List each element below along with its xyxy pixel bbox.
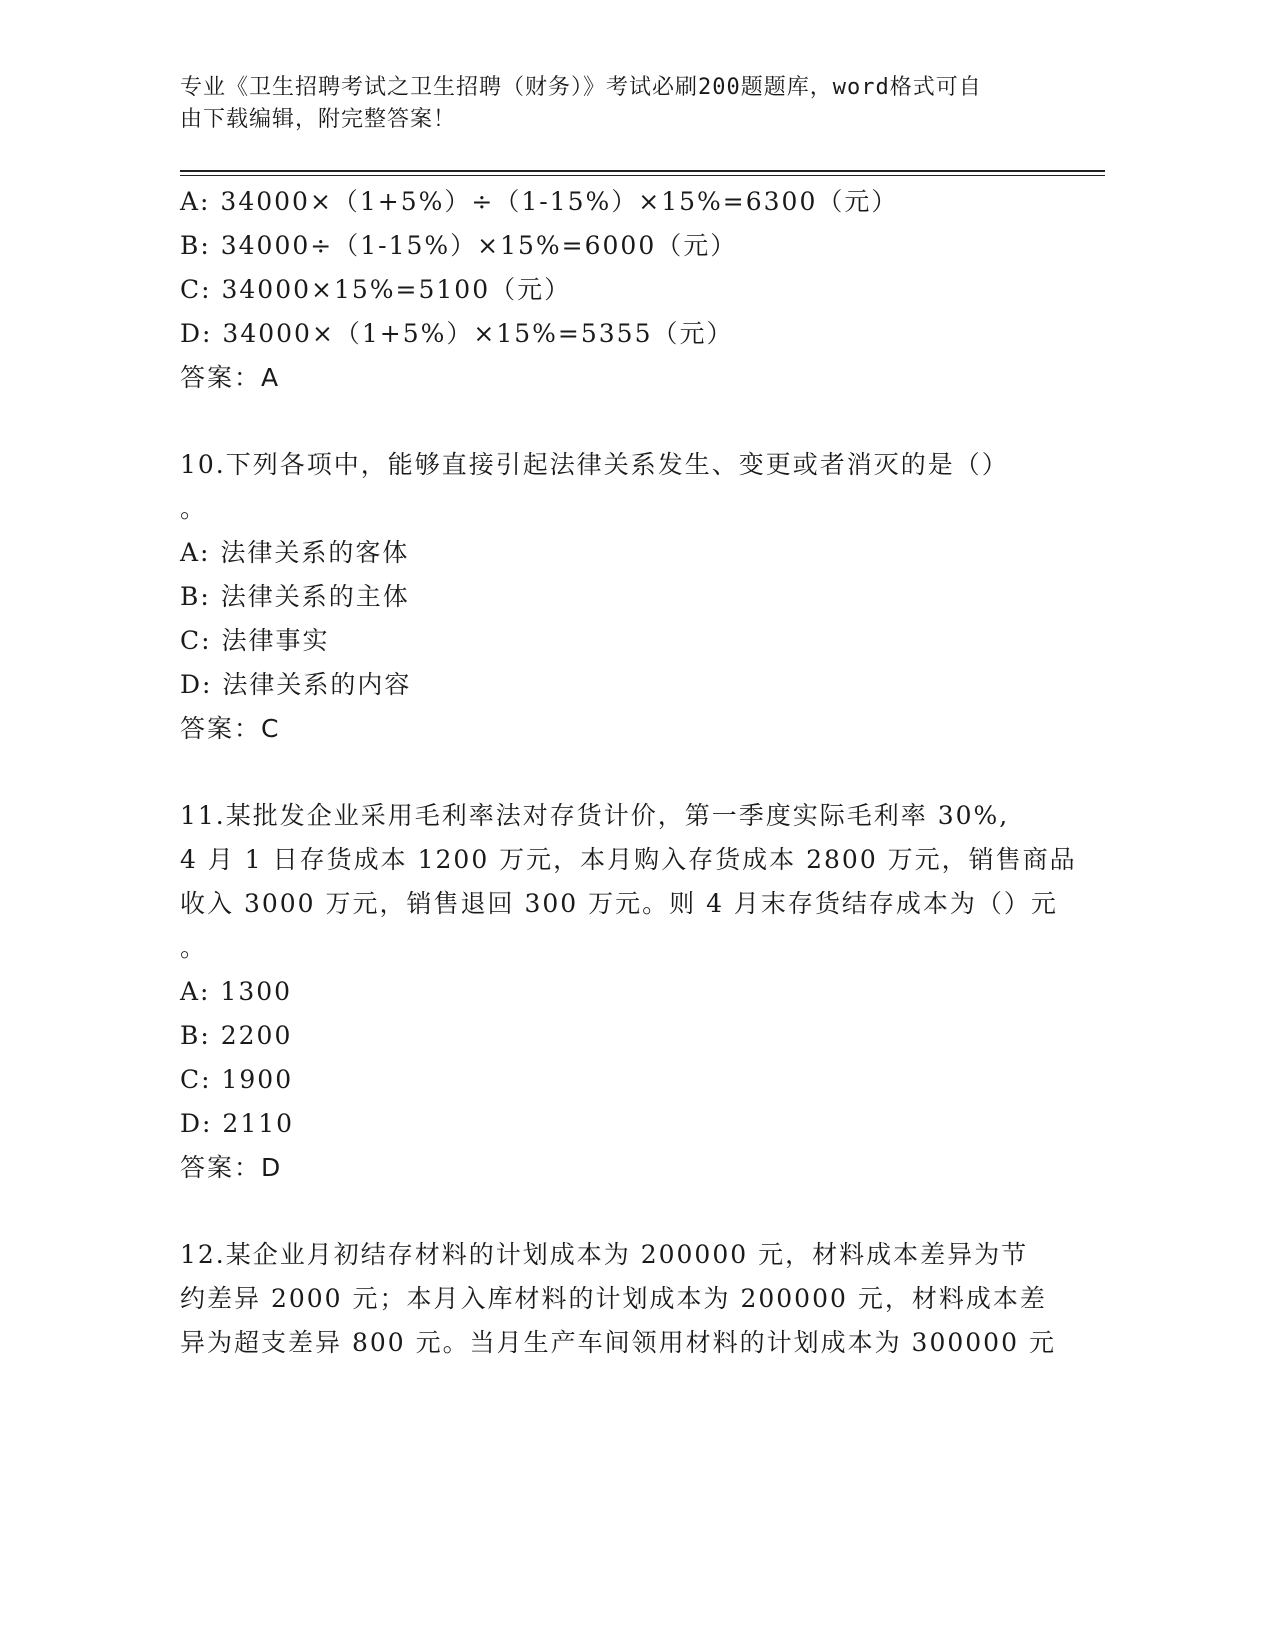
document-body xyxy=(180,180,1077,1365)
question-stem: 。 xyxy=(180,494,208,523)
answer: 答案：A xyxy=(180,363,281,392)
question-block xyxy=(180,180,1040,400)
option-b: B: 34000÷（1-15%）×15%=6000（元） xyxy=(180,231,738,260)
option-a: A: 1300 xyxy=(180,977,293,1006)
question-stem: 11.某批发企业采用毛利率法对存货计价，第一季度实际毛利率 30%, xyxy=(180,801,1010,830)
question-stem: 异为超支差异 800 元。当月生产车间领用材料的计划成本为 300000 元 xyxy=(180,1328,1056,1357)
spacer xyxy=(180,400,1040,443)
header-divider-thin xyxy=(180,175,1105,176)
option-c: C: 1900 xyxy=(180,1065,294,1094)
question-stem: 12.某企业月初结存材料的计划成本为 200000 元，材料成本差异为节 xyxy=(180,1240,1029,1269)
document-header xyxy=(180,72,1040,136)
question-block xyxy=(180,443,1040,751)
option-a: A: 34000×（1+5%）÷（1-15%）×15%=6300（元） xyxy=(180,187,899,216)
spacer xyxy=(180,751,1040,794)
option-d: D: 法律关系的内容 xyxy=(180,670,412,699)
answer: 答案：D xyxy=(180,1153,283,1182)
answer: 答案：C xyxy=(180,714,281,743)
option-c: C: 法律事实 xyxy=(180,626,330,655)
question-stem: 10.下列各项中，能够直接引起法律关系发生、变更或者消灭的是（） xyxy=(180,450,1009,479)
question-block xyxy=(180,794,1077,1190)
header-divider xyxy=(180,170,1105,172)
option-c: C: 34000×15%=5100（元） xyxy=(180,275,572,304)
question-stem: 约差异 2000 元；本月入库材料的计划成本为 200000 元，材料成本差 xyxy=(180,1284,1047,1313)
option-d: D: 34000×（1+5%）×15%=5355（元） xyxy=(180,319,734,348)
option-b: B: 法律关系的主体 xyxy=(180,582,410,611)
question-block xyxy=(180,1233,1056,1365)
option-a: A: 法律关系的客体 xyxy=(180,538,410,567)
header-line: 专业《卫生招聘考试之卫生招聘（财务）》考试必刷200题题库，word格式可自 xyxy=(180,75,982,100)
spacer xyxy=(180,1190,1040,1233)
option-b: B: 2200 xyxy=(180,1021,293,1050)
option-d: D: 2110 xyxy=(180,1109,295,1138)
header-line: 由下载编辑，附完整答案！ xyxy=(180,107,457,132)
question-stem: 收入 3000 万元，销售退回 300 万元。则 4 月末存货结存成本为（）元 xyxy=(180,889,1058,918)
question-stem: 。 xyxy=(180,933,208,962)
question-stem: 4 月 1 日存货成本 1200 万元，本月购入存货成本 2800 万元，销售商品 xyxy=(180,845,1077,874)
